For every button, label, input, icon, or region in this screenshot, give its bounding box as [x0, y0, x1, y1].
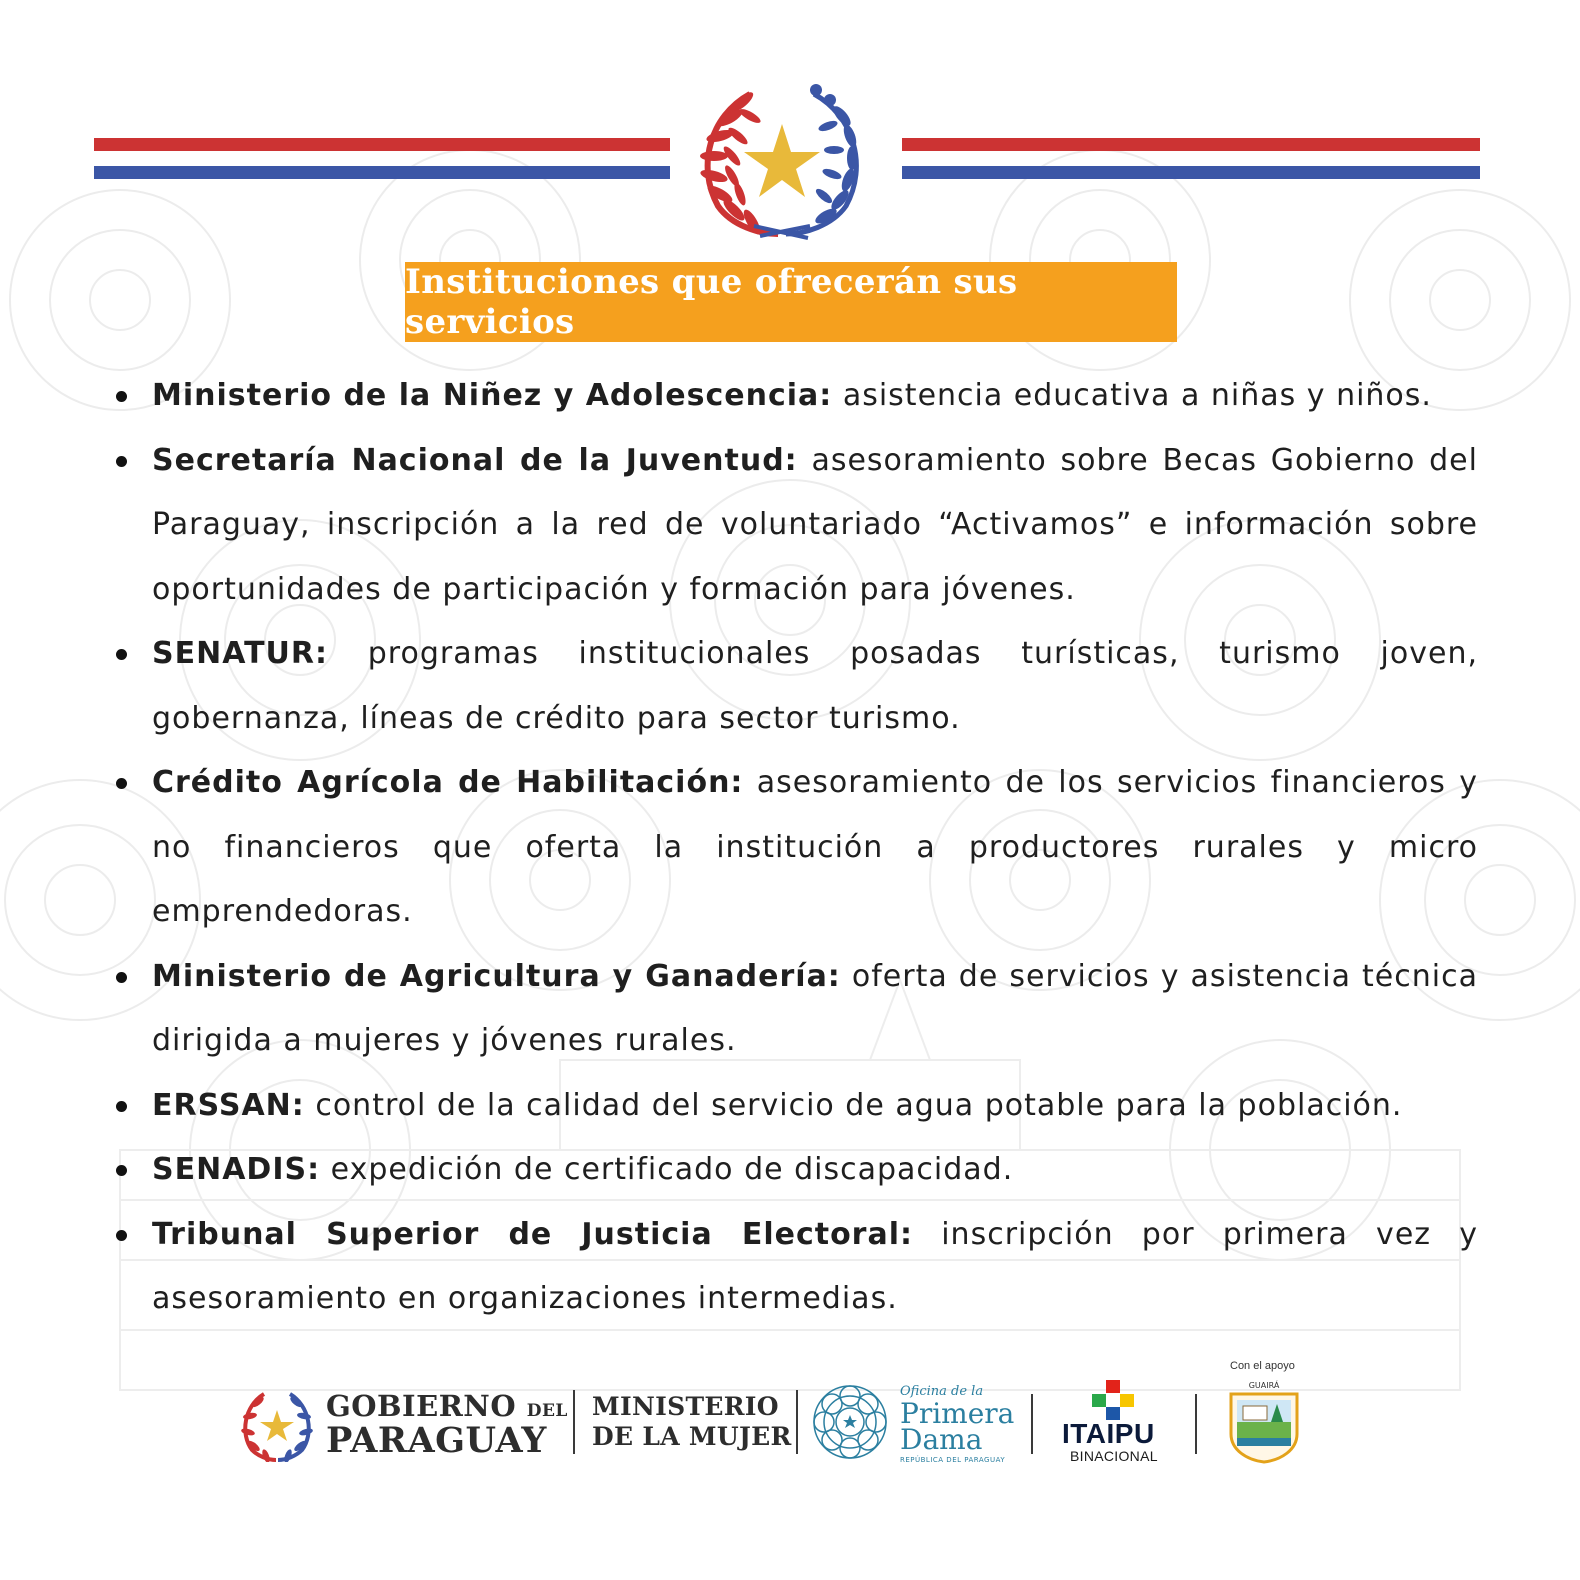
bullet-icon: [116, 972, 127, 983]
services-list: [110, 364, 1478, 1332]
guaira-badge-text: GUAIRÁ: [1248, 1381, 1280, 1390]
ministerio-mujer-line1: MINISTERIO: [592, 1392, 779, 1421]
list-item: [110, 945, 1478, 1074]
flag-stripe-blue-left: [94, 166, 670, 179]
institution-name: Secretaría Nacional de la Juventud:: [152, 442, 798, 478]
footer-separator: [796, 1390, 798, 1454]
flag-stripe-red-left: [94, 138, 670, 151]
institution-name: Crédito Agrícola de Habilitación:: [152, 765, 744, 800]
section-title: Instituciones que ofrecerán sus servicios: [405, 262, 1177, 342]
list-item: [110, 751, 1478, 945]
bullet-icon: [116, 1101, 127, 1112]
institution-name: Ministerio de la Niñez y Adolescencia:: [152, 378, 833, 413]
list-item: [110, 429, 1478, 623]
gobierno-logo-line1: [326, 1389, 568, 1423]
primera-dama-line2: Dama: [900, 1423, 983, 1456]
support-label: Con el apoyo: [1230, 1360, 1295, 1372]
gobierno-word: GOBIERNO: [326, 1389, 517, 1423]
gobierno-seal-icon: [238, 1388, 316, 1462]
service-description: programas institucionales posadas turísticas, turismo joven, gobernanza, líneas de crédito para sector turismo.: [152, 636, 1478, 736]
institution-name: Tribunal Superior de Justicia Electoral:: [152, 1216, 913, 1252]
guaira-badge-icon: [1225, 1374, 1303, 1464]
primera-dama-emblem-icon: [810, 1382, 890, 1462]
list-item: [110, 1203, 1478, 1332]
bullet-icon: [116, 1230, 127, 1241]
coat-of-arms-icon: [690, 76, 874, 244]
bullet-icon: [116, 1165, 127, 1176]
flag-stripe-red-right: [902, 138, 1480, 151]
flag-stripe-blue-right: [902, 166, 1480, 179]
footer-logos: [230, 1360, 1330, 1470]
footer-separator: [1031, 1394, 1033, 1454]
primera-dama-country: REPÚBLICA DEL PARAGUAY: [900, 1456, 1006, 1464]
itaipu-name: ITAIPU: [1062, 1418, 1155, 1449]
service-description: asesoramiento sobre Becas Gobierno del Paraguay, inscripción a la red de voluntariado “Activamos” e información sobre oportunidades de participación y formación para jóvenes.: [152, 442, 1478, 607]
institution-name: Ministerio de Agricultura y Ganadería:: [152, 958, 841, 994]
institution-name: ERSSAN:: [152, 1087, 305, 1123]
institution-name: SENATUR:: [152, 636, 329, 671]
itaipu-subtitle: BINACIONAL: [1070, 1448, 1158, 1464]
footer-separator: [573, 1390, 575, 1454]
bullet-icon: [116, 391, 127, 402]
gobierno-logo-line2: PARAGUAY: [326, 1420, 547, 1461]
primera-dama-line1: Primera: [900, 1397, 1015, 1430]
del-word: DEL: [526, 1401, 568, 1421]
bullet-icon: [116, 456, 127, 467]
list-item: [110, 364, 1478, 429]
bullet-icon: [116, 778, 127, 789]
itaipu-logo-icon: [1092, 1380, 1140, 1420]
list-item: [110, 622, 1478, 751]
primera-dama-small: Oficina de la: [900, 1384, 984, 1399]
service-description: expedición de certificado de discapacidad.: [330, 1152, 1014, 1187]
service-description: asesoramiento de los servicios financieros y no financieros que oferta la institución a productores rurales y micro emprendedoras.: [152, 765, 1478, 929]
list-item: [110, 1074, 1478, 1139]
ministerio-mujer-line2: DE LA MUJER: [592, 1422, 792, 1451]
list-item: [110, 1138, 1478, 1203]
service-description: control de la calidad del servicio de agua potable para la población.: [315, 1087, 1403, 1123]
service-description: oferta de servicios y asistencia técnica dirigida a mujeres y jóvenes rurales.: [152, 958, 1478, 1058]
service-description: asistencia educativa a niñas y niños.: [842, 378, 1432, 413]
institution-name: SENADIS:: [152, 1152, 321, 1187]
footer-separator: [1195, 1394, 1197, 1454]
bullet-icon: [116, 649, 127, 660]
service-description: inscripción por primera vez y asesoramiento en organizaciones intermedias.: [152, 1216, 1478, 1316]
